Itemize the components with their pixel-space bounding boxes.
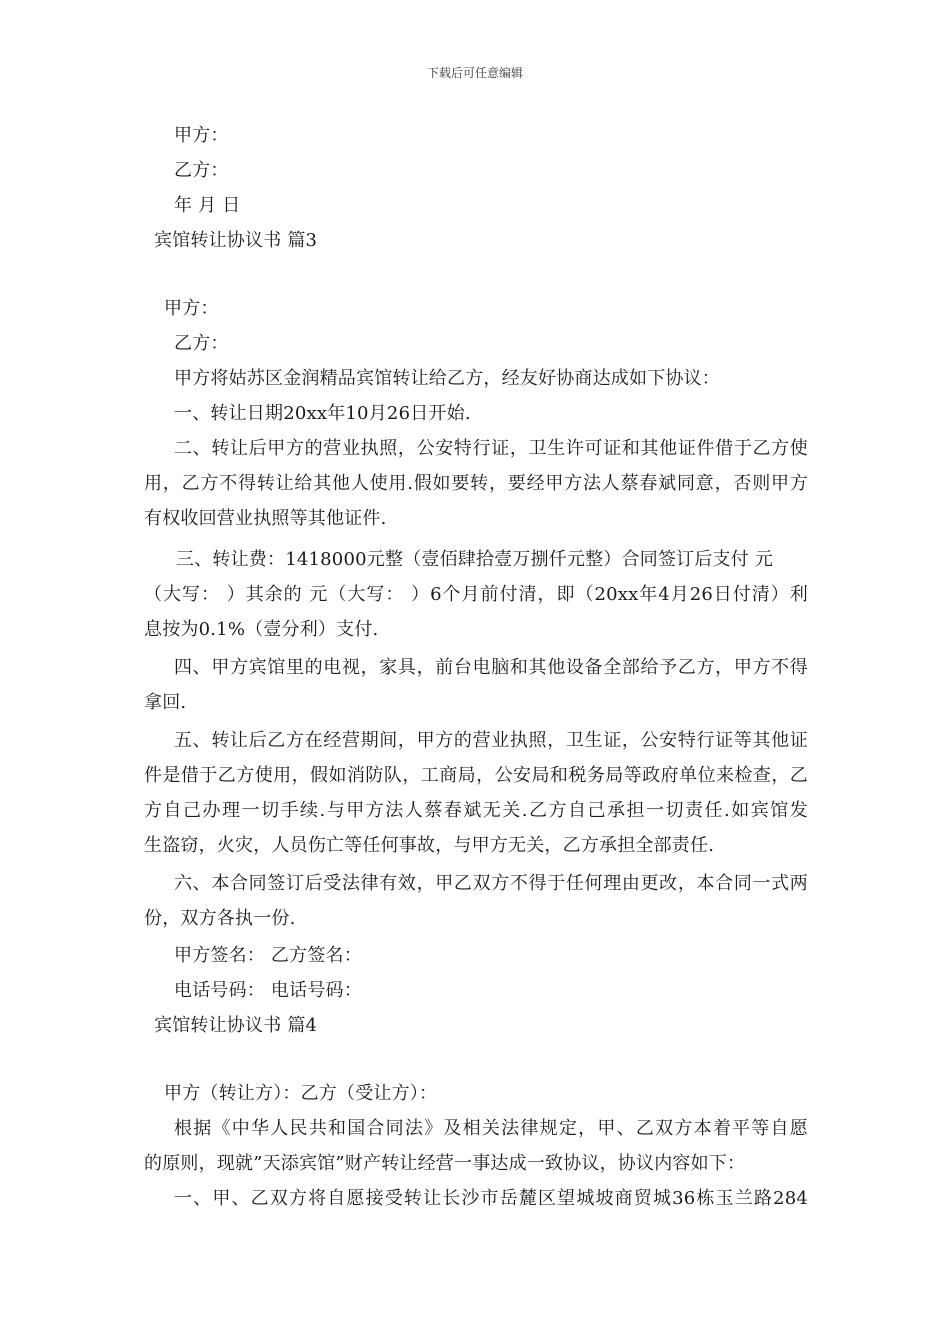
clause-1: 一、转让日期20xx年10月26日开始.	[174, 403, 471, 424]
clause-3-line-1: 三、转让费：1418000元整（壹佰肆拾壹万捌仟元整）合同签订后支付 元	[176, 549, 774, 570]
party-b-label: 乙方：	[174, 160, 229, 181]
signature-line: 甲方签名： 乙方签名：	[174, 945, 362, 966]
phone-line: 电话号码： 电话号码：	[174, 980, 362, 1001]
section-title-3: 宾馆转让协议书 篇3	[154, 230, 318, 251]
paragraph-basis-line-2: 的原则，现就”天添宾馆”财产转让经营一事达成一致协议，协议内容如下：	[144, 1153, 746, 1174]
clause-5-line-3: 方自己办理一切手续.与甲方法人蔡春斌无关.乙方自己承担一切责任.如宾馆发	[144, 800, 808, 821]
clause-6-line-1: 六、本合同签订后受法律有效，甲乙双方不得于任何理由更改，本合同一式两	[174, 873, 808, 894]
date-line: 年 月 日	[174, 195, 241, 216]
clause-4-line-2: 拿回.	[144, 692, 187, 713]
clause-2-line-3: 有权收回营业执照等其他证件.	[144, 508, 387, 529]
clause-5-line-1: 五、转让后乙方在经营期间，甲方的营业执照，卫生证，公安特行证等其他证	[174, 730, 808, 751]
clause-6-line-2: 份，双方各执一份.	[144, 908, 296, 929]
party-b-label-3: 乙方：	[174, 333, 229, 354]
paragraph-basis-line-1: 根据《中华人民共和国合同法》及相关法律规定，甲、乙双方本着平等自愿	[174, 1118, 808, 1139]
party-a-label-3: 甲方：	[164, 298, 219, 319]
section-title-4: 宾馆转让协议书 篇4	[154, 1015, 318, 1036]
page-header-note: 下载后可任意编辑	[426, 66, 523, 80]
clause-3-line-2: （大写： ）其余的 元（大写： ）6个月前付清，即（20xx年4月26日付清）利	[144, 584, 808, 605]
clause-5-line-4: 生盗窃，火灾，人员伤亡等任何事故，与甲方无关，乙方承担全部责任.	[144, 835, 715, 856]
clause-2-line-1: 二、转让后甲方的营业执照，公安特行证，卫生许可证和其他证件借于乙方使	[174, 438, 808, 459]
party-a-label: 甲方：	[174, 125, 229, 146]
clause-4-1-line-1: 一、甲、乙双方将自愿接受转让长沙市岳麓区望城坡商贸城36栋玉兰路284	[174, 1188, 808, 1209]
clause-5-line-2: 件是借于乙方使用，假如消防队，工商局，公安局和税务局等政府单位来检查，乙	[144, 765, 808, 786]
clause-2-line-2: 用，乙方不得转让给其他人使用.假如要转，要经甲方法人蔡春斌同意，否则甲方	[144, 473, 808, 494]
clause-3-line-3: 息按为0.1%（壹分利）支付.	[144, 619, 379, 640]
clause-4-line-1: 四、甲方宾馆里的电视，家具，前台电脑和其他设备全部给予乙方，甲方不得	[174, 657, 808, 678]
parties-line-4: 甲方（转让方）：乙方（受让方）：	[164, 1083, 438, 1104]
paragraph-intro: 甲方将姑苏区金润精品宾馆转让给乙方，经友好协商达成如下协议：	[174, 368, 720, 389]
